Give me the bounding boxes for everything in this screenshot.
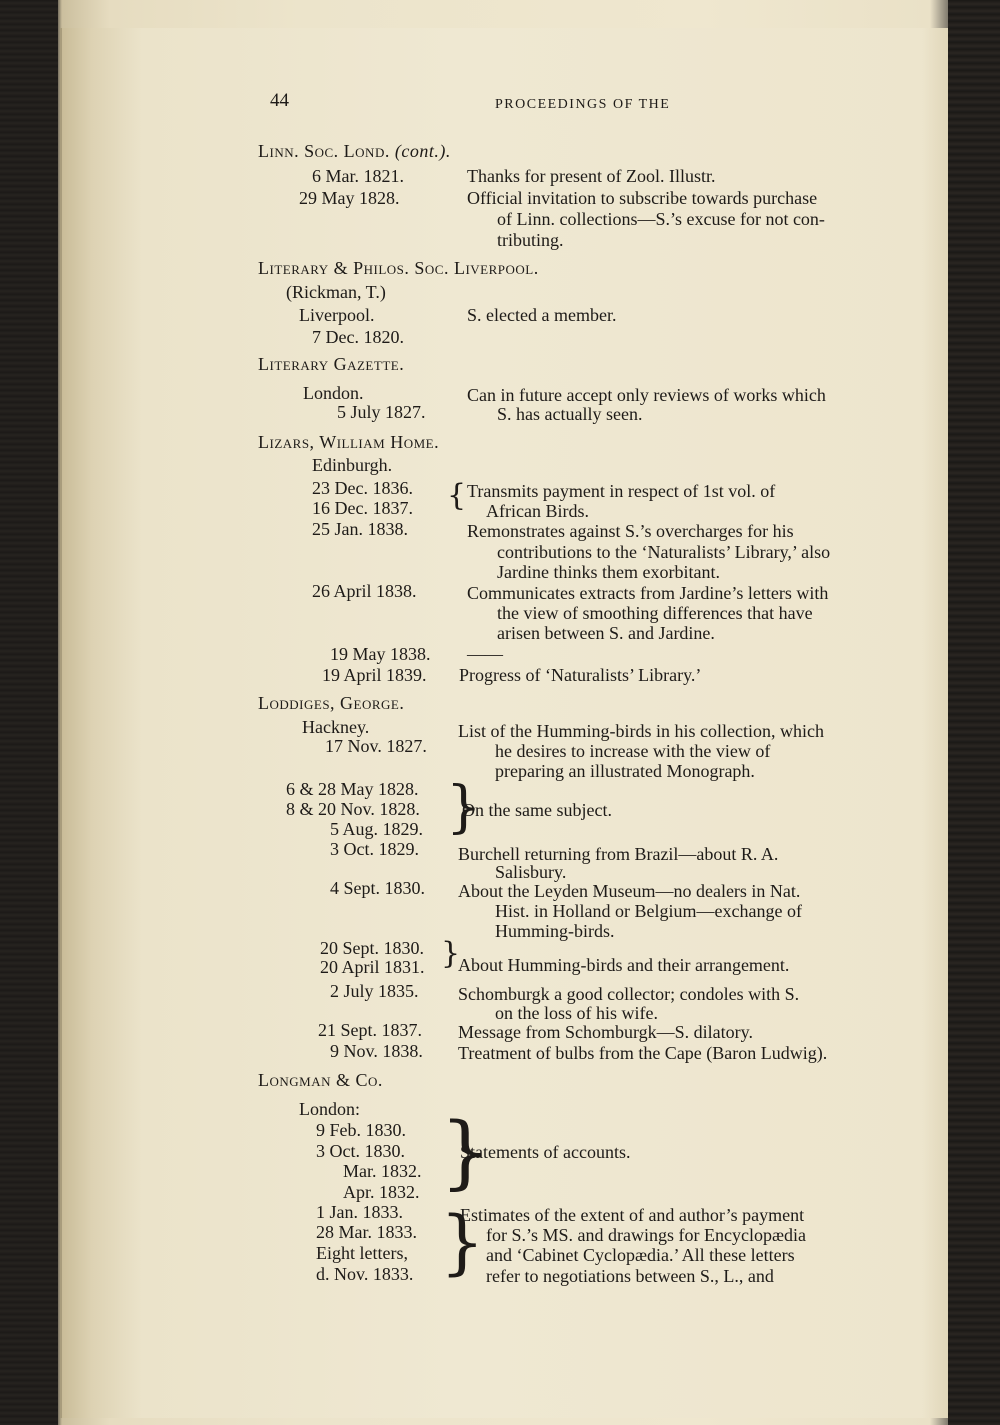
entry-text: Schomburgk a good collector; condoles with S. — [458, 984, 800, 1004]
date: 6 & 28 May 1828. — [286, 779, 419, 799]
entry-heading-loddiges: Loddiges, George. — [258, 693, 405, 713]
entry-heading-literary-philos: Literary & Philos. Soc. Liverpool. — [258, 258, 539, 278]
entry-text: Communicates extracts from Jardine’s letters with — [467, 583, 829, 603]
date: d. Nov. 1833. — [316, 1264, 414, 1284]
place: London: — [299, 1099, 360, 1119]
entry-heading-linn: Linn. Soc. Lond. (cont.). — [258, 141, 451, 161]
entry-sub: (Rickman, T.) — [286, 282, 386, 302]
date: Apr. 1832. — [343, 1182, 420, 1202]
date: 9 Feb. 1830. — [316, 1120, 406, 1140]
entry-text: S. has actually seen. — [497, 404, 643, 424]
page-number: 44 — [270, 90, 289, 111]
entry-text: of Linn. collections—S.’s excuse for not con- — [497, 209, 825, 229]
entry-text: Thanks for present of Zool. Illustr. — [467, 166, 716, 186]
entry-text: —— — [467, 644, 503, 664]
entry-text: on the loss of his wife. — [495, 1003, 658, 1023]
date: 3 Oct. 1830. — [316, 1141, 405, 1161]
entry-text: Remonstrates against S.’s overcharges for his — [467, 521, 794, 541]
date: 16 Dec. 1837. — [312, 498, 413, 518]
date: 17 Nov. 1827. — [325, 736, 427, 756]
entry-text: Estimates of the extent of and author’s payment — [460, 1205, 805, 1225]
entry-heading-literary-gazette: Literary Gazette. — [258, 354, 405, 374]
entry-text: Message from Schomburgk—S. dilatory. — [458, 1022, 753, 1042]
entry-text: Official invitation to subscribe towards purchase — [467, 188, 818, 208]
entry-text: Progress of ‘Naturalists’ Library.’ — [459, 665, 702, 685]
date: 6 Mar. 1821. — [312, 166, 404, 186]
entry-text: Humming-birds. — [495, 921, 615, 941]
entry-text: African Birds. — [486, 501, 589, 521]
date: 2 July 1835. — [330, 981, 419, 1001]
date: Eight letters, — [316, 1243, 408, 1263]
entry-text: tributing. — [497, 230, 564, 250]
place: Edinburgh. — [312, 455, 393, 475]
running-head: PROCEEDINGS OF THE — [495, 97, 671, 112]
date: 5 July 1827. — [337, 402, 426, 422]
entry-text: Statements of accounts. — [460, 1142, 631, 1162]
date: 9 Nov. 1838. — [330, 1041, 423, 1061]
brace: } — [440, 1201, 485, 1283]
date: 26 April 1838. — [312, 581, 417, 601]
entry-text: the view of smoothing differences that have — [497, 603, 813, 623]
place: Hackney. — [302, 717, 370, 737]
entry-text: contributions to the ‘Naturalists’ Library,’ also — [497, 542, 831, 562]
entry-text: Salisbury. — [495, 862, 567, 882]
entry-text: S. elected a member. — [467, 305, 617, 325]
entry-text: Treatment of bulbs from the Cape (Baron Ludwig). — [458, 1043, 828, 1063]
date: 20 Sept. 1830. — [320, 938, 425, 958]
brace: } — [446, 775, 482, 840]
date: 5 Aug. 1829. — [330, 819, 424, 839]
date: 20 April 1831. — [320, 957, 425, 977]
date: Mar. 1832. — [343, 1161, 422, 1181]
entry-heading-lizars: Lizars, William Home. — [258, 432, 440, 452]
entry-text: About the Leyden Museum—no dealers in Nat. — [458, 881, 801, 901]
entry-heading-longman: Longman & Co. — [258, 1070, 383, 1090]
date: 23 Dec. 1836. — [312, 478, 413, 498]
brace: } — [441, 936, 461, 971]
date: 28 Mar. 1833. — [316, 1222, 417, 1242]
date: 7 Dec. 1820. — [312, 327, 404, 347]
date: 21 Sept. 1837. — [318, 1020, 423, 1040]
entry-text: Transmits payment in respect of 1st vol. of — [467, 481, 776, 501]
entry-text: List of the Humming-birds in his collection, which — [458, 721, 824, 741]
entry-text: and ‘Cabinet Cyclopædia.’ All these letters — [486, 1245, 795, 1265]
place: Liverpool. — [299, 305, 375, 325]
brace: } — [440, 1105, 491, 1198]
date: 1 Jan. 1833. — [316, 1202, 403, 1222]
entry-text: he desires to increase with the view of — [495, 741, 771, 761]
date: 25 Jan. 1838. — [312, 519, 408, 539]
entry-text: About Humming-birds and their arrangement. — [458, 955, 790, 975]
entry-text: refer to negotiations between S., L., and — [486, 1266, 774, 1286]
date: 19 May 1838. — [330, 644, 431, 664]
entry-text: Jardine thinks them exorbitant. — [497, 562, 720, 582]
entry-text: arisen between S. and Jardine. — [497, 623, 715, 643]
entry-text: for S.’s MS. and drawings for Encyclopædia — [486, 1225, 806, 1245]
book-edge — [948, 0, 1000, 1425]
entry-text: Can in future accept only reviews of works which — [467, 385, 826, 405]
date: 19 April 1839. — [322, 665, 427, 685]
entry-text: Burchell returning from Brazil—about R. A. — [458, 844, 779, 864]
entry-text: preparing an illustrated Monograph. — [495, 761, 755, 781]
date: 29 May 1828. — [299, 188, 400, 208]
date: 4 Sept. 1830. — [330, 878, 426, 898]
book-spine — [0, 0, 58, 1425]
date: 3 Oct. 1829. — [330, 839, 419, 859]
place: London. — [303, 383, 364, 403]
brace: { — [447, 478, 467, 513]
entry-text: Hist. in Holland or Belgium—exchange of — [495, 901, 802, 921]
date: 8 & 20 Nov. 1828. — [286, 799, 420, 819]
entry-text: On the same subject. — [462, 800, 612, 820]
